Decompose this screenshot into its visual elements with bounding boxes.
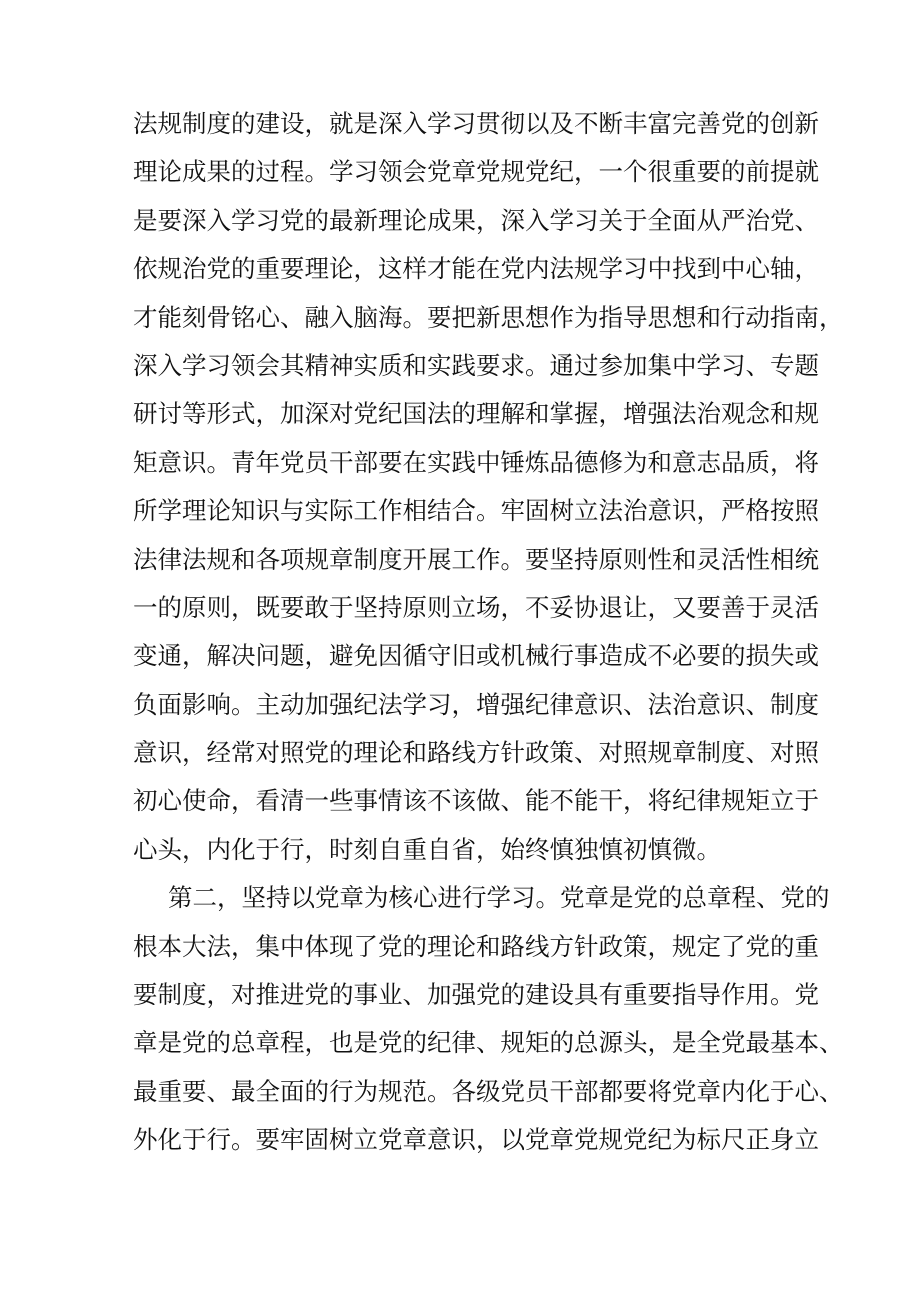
text-line: 负 面 影 响 。 主 动 加 强 纪 法 学 习 ， 增 强 纪 律 意 识 、 法 治 意 识 、 制 度 xyxy=(133,689,819,719)
text-line: 依 规 治 党 的 重 要 理 论 ， 这 样 才 能 在 党 内 法 规 学 习 中 找 到 中 心 轴 ， xyxy=(133,254,819,284)
text-line: 最 重 要 、 最 全 面 的 行 为 规 范 。 各 级 党 员 干 部 都 要 将 党 章 内 化 于 心 、 xyxy=(133,1076,844,1106)
text-line: 才 能 刻 骨 铭 心 、 融 入 脑 海 。 要 把 新 思 想 作 为 指 导 思 想 和 行 动 指 南 ， xyxy=(133,302,844,332)
text-line: 矩 意 识 。 青 年 党 员 干 部 要 在 实 践 中 锤 炼 品 德 修 为 和 意 志 品 质 ， 将 xyxy=(133,447,819,477)
paragraph-continuation xyxy=(133,100,844,874)
text-line: 变 通 ， 解 决 问 题 ， 避 免 因 循 守 旧 或 机 械 行 事 造 成 不 必 要 的 损 失 或 xyxy=(133,641,819,671)
text-line: 所 学 理 论 知 识 与 实 际 工 作 相 结 合 。 牢 固 树 立 法 治 意 识 ， 严 格 按 照 xyxy=(133,496,819,526)
text-line: 根 本 大 法 ， 集 中 体 现 了 党 的 理 论 和 路 线 方 针 政 策 ， 规 定 了 党 的 重 xyxy=(133,931,819,961)
text-line: 深 入 学 习 领 会 其 精 神 实 质 和 实 践 要 求 。 通 过 参 加 集 中 学 习 、 专 题 xyxy=(133,350,819,380)
text-line: 法 规 制 度 的 建 设 ， 就 是 深 入 学 习 贯 彻 以 及 不 断 丰 富 完 善 党 的 创 新 xyxy=(133,109,819,138)
text-line: 一 的 原 则 ， 既 要 敢 于 坚 持 原 则 立 场 ， 不 妥 协 退 让 ， 又 要 善 于 灵 活 xyxy=(133,592,819,622)
text-line: 法 律 法 规 和 各 项 规 章 制 度 开 展 工 作 。 要 坚 持 原 则 性 和 灵 活 性 相 统 xyxy=(133,544,819,574)
text-line: 心头，内化于行，时刻自重自省，始终慎独慎初慎微。 xyxy=(133,834,721,864)
document-body xyxy=(133,100,844,1165)
paragraph-second xyxy=(133,874,844,1164)
text-line: 章 是 党 的 总 章 程 ， 也 是 党 的 纪 律 、 规 矩 的 总 源 头 ， 是 全 党 最 基 本 、 xyxy=(133,1028,844,1058)
text-line: 第 二 ， 坚 持 以 党 章 为 核 心 进 行 学 习 。 党 章 是 党 的 总 章 程 、 党 的 xyxy=(168,883,830,913)
text-line: 要 制 度 ， 对 推 进 党 的 事 业 、 加 强 党 的 建 设 具 有 重 要 指 导 作 用 。 党 xyxy=(133,980,819,1010)
text-line: 理 论 成 果 的 过 程 。 学 习 领 会 党 章 党 规 党 纪 ， 一 个 很 重 要 的 前 提 就 xyxy=(133,157,819,187)
text-line: 外 化 于 行 。 要 牢 固 树 立 党 章 意 识 ， 以 党 章 党 规 党 纪 为 标 尺 正 身 立 xyxy=(133,1125,819,1155)
text-line: 初 心 使 命 ， 看 清 一 些 事 情 该 不 该 做 、 能 不 能 干 ， 将 纪 律 规 矩 立 于 xyxy=(133,786,819,816)
text-line: 意 识 ， 经 常 对 照 党 的 理 论 和 路 线 方 针 政 策 、 对 照 规 章 制 度 、 对 照 xyxy=(133,738,819,768)
text-line: 是 要 深 入 学 习 党 的 最 新 理 论 成 果 ， 深 入 学 习 关 于 全 面 从 严 治 党 、 xyxy=(133,205,819,235)
text-line: 研 讨 等 形 式 ， 加 深 对 党 纪 国 法 的 理 解 和 掌 握 ， 增 强 法 治 观 念 和 规 xyxy=(133,399,819,429)
